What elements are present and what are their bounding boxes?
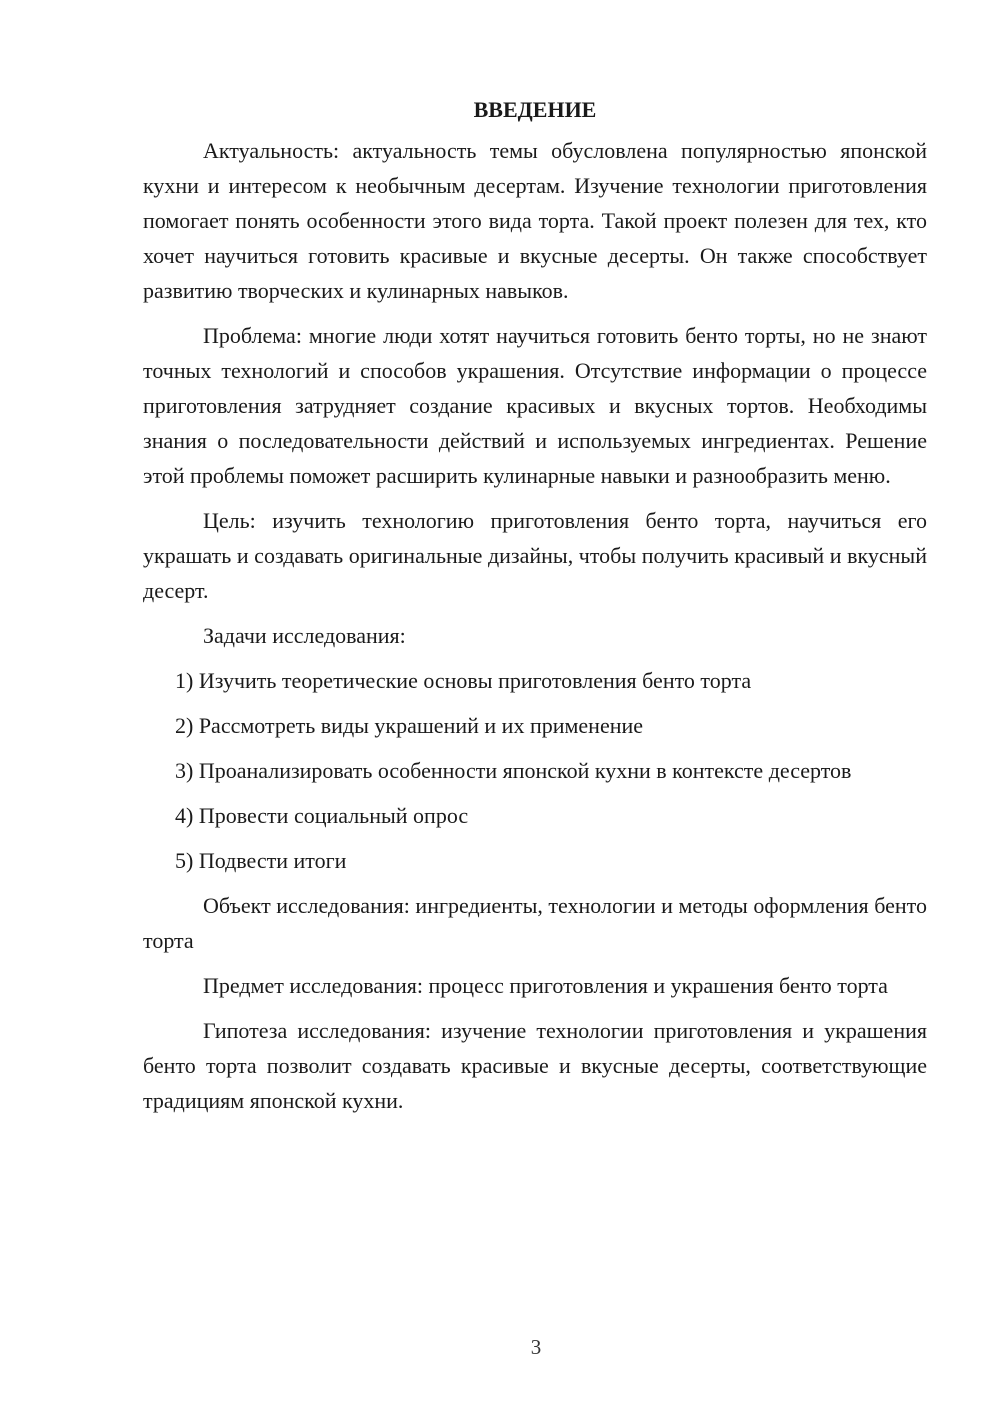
section-heading: ВВЕДЕНИЕ	[473, 97, 597, 122]
task-item: 3) Проанализировать особенности японской кухни в контексте десертов	[175, 758, 852, 783]
relevance-paragraph: Актуальность: актуальность темы обусловлена популярностью японской кухни и интересом к необычным десертам. Изучение технологии приготовления помогает понять особенности этого вида торта. Такой проект полезен для тех, кто хочет научиться готовить красивые и вкусные десерты. Он также способствует развитию творческих и кулинарных навыков.	[143, 138, 927, 303]
task-item: 1) Изучить теоретические основы приготовления бенто торта	[175, 668, 752, 693]
page-content	[143, 92, 927, 1128]
tasks-list	[143, 663, 927, 878]
subject-paragraph: Предмет исследования: процесс приготовления и украшения бенто торта	[203, 973, 888, 998]
page-number: 3	[530, 1335, 542, 1359]
task-item: 2) Рассмотреть виды украшений и их применение	[175, 713, 644, 738]
hypothesis-paragraph: Гипотеза исследования: изучение технологии приготовления и украшения бенто торта позволит создавать красивые и вкусные десерты, соответствующие традициям японской кухни.	[143, 1018, 927, 1113]
task-item: 4) Провести социальный опрос	[175, 803, 469, 828]
tasks-title: Задачи исследования:	[203, 623, 406, 648]
object-paragraph: Объект исследования: ингредиенты, технологии и методы оформления бенто торта	[143, 893, 927, 953]
task-item: 5) Подвести итоги	[175, 848, 347, 873]
goal-paragraph: Цель: изучить технологию приготовления бенто торта, научиться его украшать и создавать оригинальные дизайны, чтобы получить красивый и вкусный десерт.	[143, 508, 927, 603]
problem-paragraph: Проблема: многие люди хотят научиться готовить бенто торты, но не знают точных технологий и способов украшения. Отсутствие информации о процессе приготовления затрудняет создание красивых и вкусных тортов. Необходимы знания о последовательности действий и используемых ингредиентах. Решение этой проблемы поможет расширить кулинарные навыки и разнообразить меню.	[143, 323, 927, 488]
